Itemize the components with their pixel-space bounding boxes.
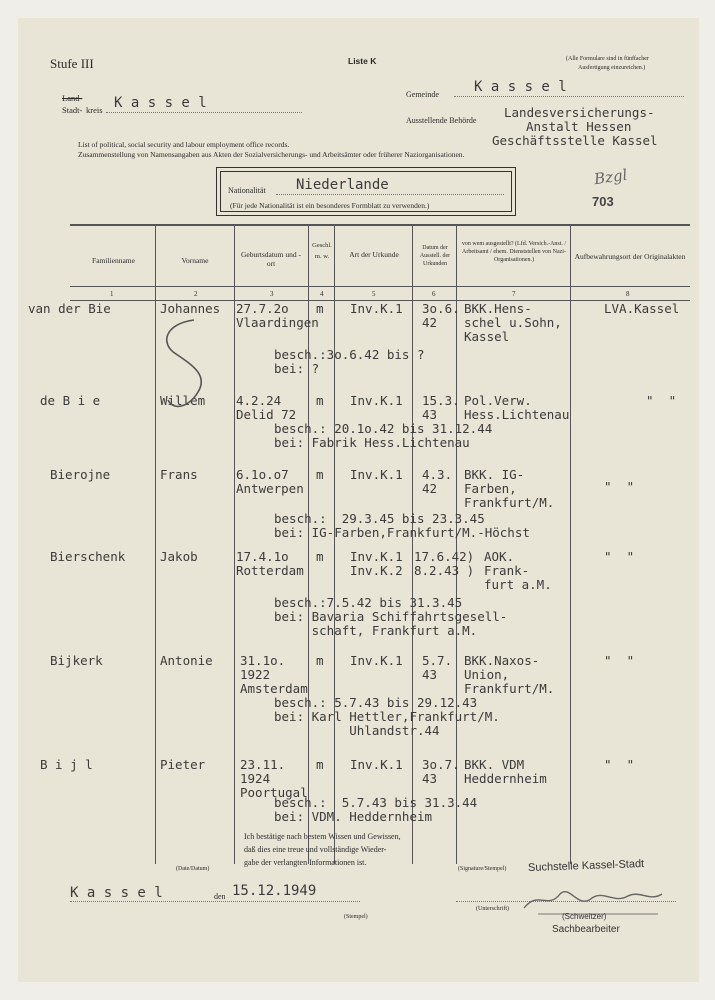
firstname: Frans bbox=[160, 467, 198, 482]
nationality-value: Niederlande bbox=[296, 177, 389, 193]
issuer: BKK. IG- Farben, Frankfurt/M. bbox=[464, 467, 555, 510]
archive: " " bbox=[646, 393, 677, 408]
doc-type: Inv.K.1 bbox=[350, 653, 403, 668]
archive: " " bbox=[604, 757, 635, 772]
doc-date: 3o.6. 42 bbox=[422, 301, 460, 330]
archive: " " bbox=[604, 549, 635, 564]
firstname: Jakob bbox=[160, 549, 198, 564]
kreis-value: K a s s e l bbox=[114, 95, 207, 111]
behoerde-line1: Landesversicherungs- bbox=[504, 105, 655, 120]
col-head-8: Aufbewahrungsort der Originalakten bbox=[574, 252, 686, 261]
nationality-dotline bbox=[276, 194, 504, 195]
date-value: 15.12.1949 bbox=[232, 883, 317, 899]
doc-type: Inv.K.1 bbox=[350, 467, 403, 482]
col-head-2: Vorname bbox=[181, 256, 209, 265]
employment: besch.: 5.7.43 bis 31.3.44 bei: VDM. Heddernheim bbox=[274, 795, 478, 824]
den-label: den bbox=[214, 892, 226, 901]
description-en: List of political, social security and labour employment office records. bbox=[78, 140, 290, 149]
col-num-3: 3 bbox=[270, 290, 274, 298]
description-de: Zusammenstellung von Namensangaben aus Akten der Sozialversicherungs- und Arbeitsämter oder früherer Naziorganisationen. bbox=[78, 150, 465, 159]
col-head-7: von wem ausgestellt? (Lfd. Versich.-Anst. / Arbeitsamt / ehem. Dienststellen von Nazi-Organisationen.) bbox=[461, 241, 567, 263]
handwritten-scribble bbox=[154, 314, 224, 424]
col-num-1: 1 bbox=[110, 290, 114, 298]
kreis-dotline bbox=[106, 112, 302, 113]
col-num-6: 6 bbox=[432, 290, 436, 298]
behoerde-line3: Geschäftsstelle Kassel bbox=[492, 133, 658, 148]
sex: m bbox=[316, 467, 324, 482]
certification-text: Ich bestätige nach bestem Wissen und Gewissen, daß dies eine treue und vollständige Wieder- gabe der verlangten Informationen ist. bbox=[244, 832, 401, 867]
stamp-role: Sachbearbeiter bbox=[552, 924, 620, 935]
surname: Bierojne bbox=[50, 467, 111, 482]
sex: m bbox=[316, 393, 324, 408]
place-value: K a s s e l bbox=[70, 885, 163, 901]
date-dotline bbox=[70, 901, 360, 902]
col-num-2: 2 bbox=[194, 290, 198, 298]
liste-label: Liste K bbox=[348, 56, 377, 66]
employment: besch.: 20.1o.42 bis 31.12.44 bei: Fabrik Hess.Lichtenau bbox=[274, 421, 493, 450]
form-note-line1: (Alle Formulare sind in fünffacher bbox=[566, 56, 649, 62]
doc-type: Inv.K.1 bbox=[350, 393, 403, 408]
doc-date: 4.3. 42 bbox=[422, 467, 453, 496]
stufe-label: Stufe III bbox=[50, 56, 94, 71]
col-head-6: Datum der Ausstell. der Urkunden bbox=[419, 245, 451, 267]
document-page bbox=[18, 18, 699, 982]
doc-type: Inv.K.1 bbox=[350, 301, 403, 316]
gemeinde-dotline bbox=[454, 96, 684, 97]
archive: " " bbox=[604, 479, 635, 494]
sex: m bbox=[316, 549, 324, 564]
col-num-7: 7 bbox=[512, 290, 516, 298]
birth: 6.1o.o7 Antwerpen bbox=[236, 467, 304, 496]
doc-type: Inv.K.1 bbox=[350, 757, 403, 772]
table-head-rule bbox=[70, 286, 690, 287]
archive: " " bbox=[604, 653, 635, 668]
birth: 27.7.2o Vlaardingen bbox=[236, 301, 319, 330]
birth: 23.11. 1924 Poortugal bbox=[240, 757, 308, 800]
employment: besch.:3o.6.42 bis ? bei: ? bbox=[274, 347, 425, 376]
stempel-label: (Stempel) bbox=[344, 914, 368, 920]
col-sep-7 bbox=[570, 224, 571, 864]
behoerde-line2: Anstalt Hessen bbox=[526, 119, 632, 134]
sex: m bbox=[316, 301, 324, 316]
issuer: BKK.Hens- schel u.Sohn, Kassel bbox=[464, 301, 562, 344]
firstname: Willem bbox=[160, 393, 206, 408]
employment: besch.: 5.7.43 bis 29.12.43 bei: Karl Hettler,Frankfurt/M. Uhlandstr.44 bbox=[274, 695, 500, 738]
archive: LVA.Kassel bbox=[604, 301, 680, 316]
table-top-rule bbox=[70, 224, 690, 226]
col-num-4: 4 bbox=[320, 290, 324, 298]
col-num-8: 8 bbox=[626, 290, 630, 298]
form-note-line2: Ausfertigung einzureichen.) bbox=[578, 65, 646, 71]
nationality-label: Nationalität bbox=[228, 186, 266, 195]
signature-label: (Signature/Stempel) bbox=[458, 866, 507, 872]
issuer: BKK.Naxos- Union, Frankfurt/M. bbox=[464, 653, 555, 696]
birth: 17.4.1o Rotterdam bbox=[236, 549, 304, 578]
handwritten-mark: Bzgl bbox=[592, 165, 629, 189]
firstname: Antonie bbox=[160, 653, 213, 668]
issuer: BKK. VDM Heddernheim bbox=[464, 757, 547, 786]
stamp-office: Suchstelle Kassel-Stadt bbox=[527, 857, 645, 875]
issuer: AOK. Frank- furt a.M. bbox=[484, 549, 552, 592]
gemeinde-value: K a s s e l bbox=[474, 79, 567, 95]
land-label: Land- bbox=[62, 93, 83, 103]
doc-date: 15.3. 43 bbox=[422, 393, 460, 422]
firstname: Pieter bbox=[160, 757, 206, 772]
kreis-label: kreis bbox=[86, 105, 103, 115]
employment: besch.: 29.3.45 bis 23.3.45 bei: IG-Farben,Frankfurt/M.-Höchst bbox=[274, 511, 530, 540]
issuer: Pol.Verw. Hess.Lichtenau bbox=[464, 393, 570, 422]
col-head-5: Art der Urkunde bbox=[349, 250, 399, 259]
sex: m bbox=[316, 757, 324, 772]
behoerde-label: Ausstellende Behörde bbox=[406, 116, 477, 125]
birth: 31.1o. 1922 Amsterdam bbox=[240, 653, 308, 696]
firstname: Johannes bbox=[160, 301, 221, 316]
col-sep-4 bbox=[334, 224, 335, 864]
gemeinde-label: Gemeinde bbox=[406, 90, 439, 99]
col-head-3: Geburtsdatum und -ort bbox=[241, 250, 301, 268]
birth: 4.2.24 Delid 72 bbox=[236, 393, 297, 422]
col-head-1: Familienname bbox=[92, 256, 135, 265]
unterschrift-label: (Unterschrift) bbox=[476, 906, 509, 912]
col-num-5: 5 bbox=[372, 290, 376, 298]
surname: van der Bie bbox=[28, 301, 111, 316]
surname: Bierschenk bbox=[50, 549, 126, 564]
col-head-4: Geschl. m. w. bbox=[312, 242, 332, 260]
employment: besch.:7.5.42 bis 31.3.45 bei: Bavaria Schiffahrtsgesell- schaft, Frankfurt a.M. bbox=[274, 595, 508, 638]
surname: B i j l bbox=[40, 757, 93, 772]
doc-type: Inv.K.1 Inv.K.2 bbox=[350, 549, 403, 578]
col-sep-2 bbox=[234, 224, 235, 864]
doc-date: 3o.7. 43 bbox=[422, 757, 460, 786]
sex: m bbox=[316, 653, 324, 668]
nationality-note: (Für jede Nationalität ist ein besonderes Formblatt zu verwenden.) bbox=[230, 201, 430, 210]
doc-date: 5.7. 43 bbox=[422, 653, 453, 682]
document-number: 703 bbox=[592, 194, 614, 209]
stamp-name: (Schweitzer) bbox=[562, 912, 607, 921]
doc-date: 17.6.42) 8.2.43 ) bbox=[414, 549, 475, 578]
stadt-label: Stadt- bbox=[62, 105, 83, 115]
surname: Bijkerk bbox=[50, 653, 103, 668]
col-sep-5 bbox=[412, 224, 413, 864]
date-label: (Date/Datum) bbox=[176, 866, 210, 872]
surname: de B i e bbox=[40, 393, 101, 408]
